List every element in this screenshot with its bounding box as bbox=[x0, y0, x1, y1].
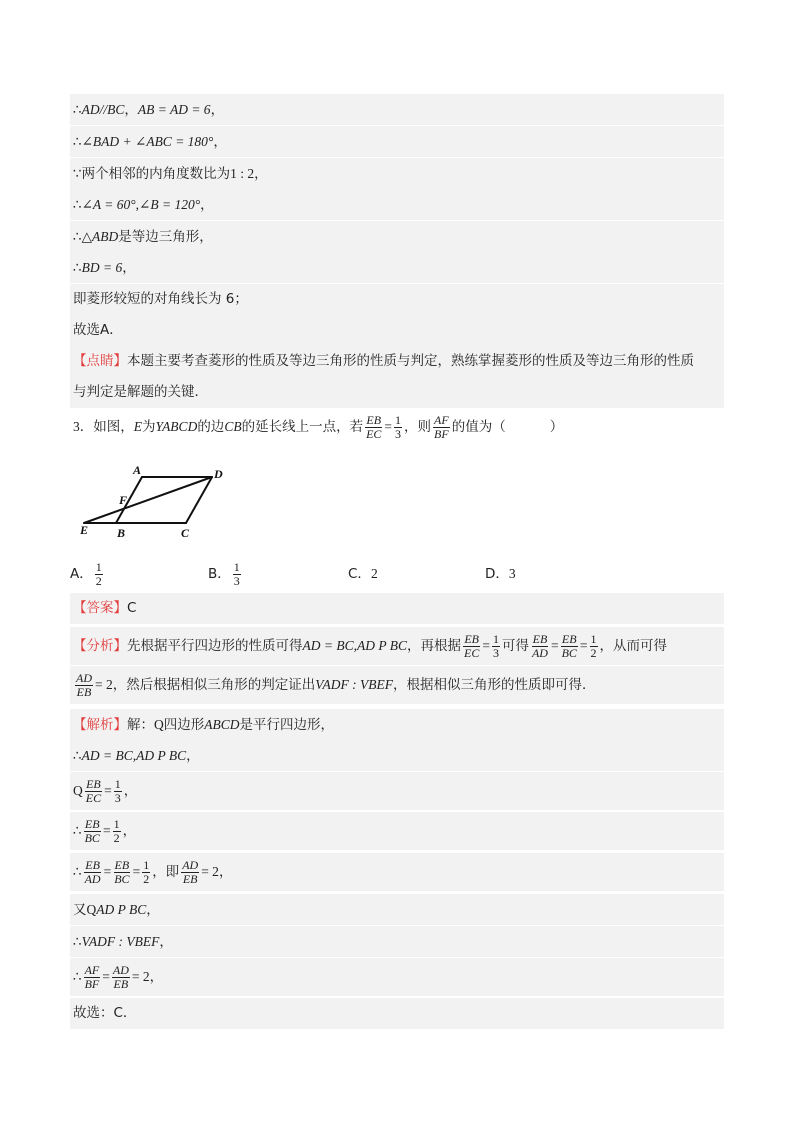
numerator: 1 bbox=[113, 816, 120, 831]
denominator: 3 bbox=[395, 426, 402, 441]
fraction bbox=[142, 859, 150, 886]
numerator: AD bbox=[112, 962, 129, 977]
fraction bbox=[181, 859, 199, 886]
fraction bbox=[75, 672, 93, 699]
numerator: EB bbox=[114, 857, 130, 872]
punctuation: ， bbox=[149, 969, 164, 985]
solution-step-8 bbox=[70, 958, 724, 996]
denominator: EB bbox=[113, 976, 129, 991]
line-text: 是等边三角形， bbox=[118, 229, 213, 245]
fraction bbox=[84, 964, 101, 991]
line-text: 故选A． bbox=[73, 322, 123, 338]
analysis-line-1 bbox=[70, 627, 724, 665]
line-text: 与判定是解题的关键． bbox=[73, 384, 208, 400]
line-text: ∵两个相邻的内角度数比为 bbox=[73, 166, 231, 182]
line-text: ，根据相似三角形的性质即可得． bbox=[392, 677, 596, 693]
option-value: 3 bbox=[508, 566, 516, 581]
separator: ， bbox=[124, 102, 138, 118]
fraction bbox=[112, 964, 130, 991]
math-expression: CB bbox=[224, 419, 242, 434]
fraction bbox=[233, 561, 241, 588]
math-expression: ∠A = 60°,∠B = 120° bbox=[81, 197, 201, 212]
denominator: 3 bbox=[492, 645, 499, 660]
math-expression: AD = BC,AD P BC bbox=[81, 748, 187, 763]
question-number: 3． bbox=[73, 419, 94, 434]
solution-line-3 bbox=[70, 158, 724, 189]
punctuation: ， bbox=[186, 748, 200, 764]
label-F: F bbox=[119, 493, 128, 507]
punctuation: ， bbox=[159, 934, 173, 950]
punctuation: ， bbox=[123, 783, 138, 799]
numerator: 1 bbox=[143, 857, 150, 872]
question-text: 为 bbox=[142, 419, 156, 435]
label-B: B bbox=[117, 526, 126, 540]
equals-sign: = bbox=[102, 823, 111, 838]
equals-sign: = 2 bbox=[95, 677, 113, 692]
equals-sign: = bbox=[104, 783, 112, 798]
therefore-symbol: ∴ bbox=[73, 229, 82, 245]
therefore-symbol: ∴ bbox=[73, 748, 82, 764]
math-expression: VADF : VBEF bbox=[81, 934, 160, 949]
numerator: 1 bbox=[590, 631, 597, 646]
denominator: BF bbox=[84, 976, 100, 991]
therefore-symbol: ∴ bbox=[73, 134, 82, 150]
math-expression: △ABD bbox=[81, 229, 119, 244]
punctuation: ， bbox=[122, 260, 136, 276]
punctuation: ， bbox=[200, 197, 214, 213]
solution-step-2 bbox=[70, 740, 724, 771]
line-text: 四边形 bbox=[163, 717, 205, 733]
solution-step-5 bbox=[70, 853, 724, 891]
fraction bbox=[561, 633, 578, 660]
analysis-line-2 bbox=[70, 666, 724, 704]
question-text: ） bbox=[549, 419, 564, 435]
numerator: AF bbox=[84, 962, 100, 977]
line-text: 本题主要考查菱形的性质及等边三角形的性质与判定，熟练掌握菱形的性质及等边三角形的性质 bbox=[127, 353, 694, 369]
answer-tag: 【答案】 bbox=[73, 600, 127, 616]
fraction bbox=[365, 414, 382, 441]
numerator: EB bbox=[464, 631, 479, 646]
equals-sign: = bbox=[579, 638, 588, 653]
solution-line-5 bbox=[70, 221, 724, 252]
math-expression: E bbox=[133, 419, 142, 434]
numerator: EB bbox=[532, 631, 548, 646]
solution-step-3 bbox=[70, 772, 724, 810]
numerator: EB bbox=[366, 412, 382, 427]
fraction bbox=[113, 859, 130, 886]
line-text: 又 bbox=[73, 902, 87, 918]
solution-line-1 bbox=[70, 94, 724, 125]
denominator: EB bbox=[182, 871, 198, 886]
numerator: EB bbox=[85, 857, 100, 872]
solution-step-1 bbox=[70, 709, 724, 740]
denominator: 3 bbox=[114, 790, 121, 805]
denominator: EC bbox=[366, 426, 382, 441]
denominator: EB bbox=[76, 684, 92, 699]
option-label: A． bbox=[70, 566, 93, 582]
label-C: C bbox=[181, 526, 190, 540]
line-text: ，然后根据相似三角形的判定证出 bbox=[112, 677, 316, 693]
fraction bbox=[114, 778, 122, 805]
label-E: E bbox=[80, 523, 89, 537]
equals-sign: = bbox=[482, 638, 490, 653]
numerator: EB bbox=[561, 631, 577, 646]
equals-sign: = bbox=[132, 864, 141, 879]
solution-line-2 bbox=[70, 126, 724, 157]
option-label: B． bbox=[208, 566, 231, 582]
question-text: 的延长线上一点，若 bbox=[241, 419, 364, 435]
option-b[interactable] bbox=[208, 557, 243, 591]
equals-sign: = 2 bbox=[131, 969, 150, 984]
equals-sign: = bbox=[550, 638, 559, 653]
math-expression: AD//BC bbox=[81, 102, 125, 117]
answer-line bbox=[70, 593, 724, 624]
fraction bbox=[590, 633, 598, 660]
math-expression: VADF : VBEF bbox=[315, 677, 393, 692]
math-expression: AD = BC,AD P BC bbox=[302, 638, 407, 653]
therefore-symbol: ∴ bbox=[73, 102, 82, 118]
math-expression: AB = AD = 6 bbox=[137, 102, 211, 117]
denominator: 2 bbox=[95, 573, 102, 588]
analysis-tag: 【分析】 bbox=[73, 638, 127, 654]
numerator: AD bbox=[76, 670, 92, 685]
denominator: EC bbox=[463, 645, 480, 660]
denominator: BF bbox=[434, 426, 449, 441]
line-text: ，从而可得 bbox=[599, 638, 668, 654]
numerator: AD bbox=[182, 857, 199, 872]
solution-line-6 bbox=[70, 252, 724, 283]
punctuation: ， bbox=[254, 166, 268, 182]
solution-step-6 bbox=[70, 894, 724, 925]
answer-value: C bbox=[127, 600, 137, 616]
fraction bbox=[433, 414, 450, 441]
denominator: BC bbox=[114, 871, 130, 886]
question-text: 如图， bbox=[93, 419, 134, 435]
line-text: 先根据平行四边形的性质可得 bbox=[127, 638, 303, 654]
label-A: A bbox=[133, 463, 142, 477]
math-expression: BD = 6 bbox=[81, 260, 123, 275]
option-d[interactable] bbox=[485, 557, 516, 591]
therefore-symbol: ∴ bbox=[73, 934, 82, 950]
line-text: 解： bbox=[127, 717, 154, 733]
equals-sign: = bbox=[102, 969, 110, 984]
option-label: D． bbox=[485, 566, 509, 582]
solution-line-4 bbox=[70, 189, 724, 220]
denominator: 2 bbox=[590, 645, 597, 660]
numerator: 1 bbox=[95, 559, 102, 574]
math-expression: ABCD bbox=[204, 717, 240, 732]
denominator: AD bbox=[531, 645, 548, 660]
question-text: 的边 bbox=[197, 419, 225, 435]
denominator: AD bbox=[84, 871, 101, 886]
because-symbol: Q bbox=[86, 902, 97, 917]
denominator: BC bbox=[84, 830, 100, 845]
line-text: 是平行四边形， bbox=[239, 717, 334, 733]
math-expression: 1 : 2 bbox=[230, 166, 255, 181]
math-expression: ∠BAD + ∠ABC = 180° bbox=[81, 134, 214, 149]
solution-tag: 【解析】 bbox=[73, 717, 127, 733]
numerator: 1 bbox=[114, 776, 121, 791]
equals-sign: = 2 bbox=[201, 864, 219, 879]
math-expression: YABCD bbox=[155, 419, 198, 434]
segment-ED bbox=[84, 477, 212, 523]
denominator: 2 bbox=[113, 830, 120, 845]
therefore-symbol: ∴ bbox=[73, 823, 82, 839]
question-text: ，则 bbox=[404, 419, 432, 435]
option-value: 2 bbox=[370, 566, 378, 581]
numerator: 1 bbox=[395, 412, 402, 427]
fraction bbox=[84, 859, 102, 886]
note-line-2 bbox=[70, 377, 724, 408]
denominator: BC bbox=[561, 645, 577, 660]
punctuation: ， bbox=[213, 134, 227, 150]
note-tag: 【点睛】 bbox=[73, 353, 127, 369]
numerator: 1 bbox=[492, 631, 499, 646]
line-text: 可得 bbox=[501, 638, 529, 654]
line-text: ，即 bbox=[152, 864, 180, 880]
denominator: 2 bbox=[143, 871, 150, 886]
label-D: D bbox=[214, 467, 223, 481]
equals-sign: = bbox=[384, 419, 393, 434]
solution-step-7 bbox=[70, 926, 724, 957]
denominator: EC bbox=[85, 790, 102, 805]
option-label: C． bbox=[348, 566, 371, 582]
math-expression: AD P BC bbox=[96, 902, 147, 917]
solution-line-8 bbox=[70, 315, 724, 346]
line-text: 即菱形较短的对角线长为 6； bbox=[73, 291, 248, 307]
fraction bbox=[84, 818, 101, 845]
punctuation: ， bbox=[146, 902, 160, 918]
punctuation: ， bbox=[210, 102, 225, 118]
fraction bbox=[95, 561, 103, 588]
denominator: 3 bbox=[233, 573, 240, 588]
line-text: ，再根据 bbox=[406, 638, 461, 654]
therefore-symbol: ∴ bbox=[73, 197, 82, 213]
because-symbol: Q bbox=[154, 717, 164, 732]
option-a[interactable] bbox=[70, 557, 105, 591]
question-text: 的值为（ bbox=[451, 419, 506, 435]
because-symbol: Q bbox=[73, 783, 83, 798]
punctuation: ， bbox=[122, 823, 137, 839]
therefore-symbol: ∴ bbox=[73, 260, 82, 276]
punctuation: ， bbox=[218, 864, 233, 880]
parallelogram-figure bbox=[76, 462, 236, 544]
fraction bbox=[85, 778, 102, 805]
line-text: 故选：C． bbox=[73, 1005, 137, 1021]
question-3 bbox=[70, 408, 724, 446]
numerator: 1 bbox=[233, 559, 240, 574]
therefore-symbol: ∴ bbox=[73, 864, 82, 880]
fraction bbox=[463, 633, 480, 660]
fraction bbox=[394, 414, 402, 441]
solution-line-7 bbox=[70, 284, 724, 315]
equals-sign: = bbox=[103, 864, 112, 879]
fraction bbox=[113, 818, 121, 845]
numerator: AF bbox=[434, 412, 449, 427]
numerator: EB bbox=[84, 816, 100, 831]
solution-step-4 bbox=[70, 812, 724, 850]
note-line-1 bbox=[70, 346, 724, 377]
solution-step-9 bbox=[70, 998, 724, 1029]
numerator: EB bbox=[86, 776, 101, 791]
fraction bbox=[492, 633, 500, 660]
fraction bbox=[531, 633, 549, 660]
option-c[interactable] bbox=[348, 557, 378, 591]
therefore-symbol: ∴ bbox=[73, 969, 82, 985]
